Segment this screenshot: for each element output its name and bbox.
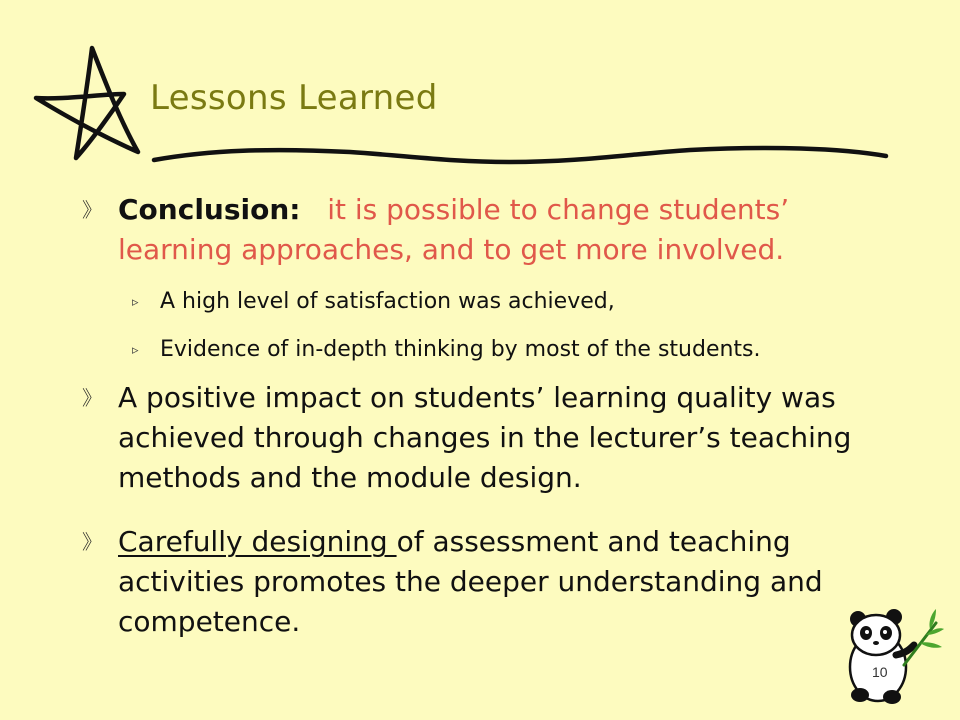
bullet-marker: 》 <box>82 198 102 222</box>
sub-bullet-text: A high level of satisfaction was achieved, <box>160 289 615 314</box>
bullet-underlined-text: Carefully designing <box>118 525 397 558</box>
panda-bamboo-icon <box>840 605 945 705</box>
bullet-marker: 》 <box>82 386 102 410</box>
bullet-marker: 》 <box>82 530 102 554</box>
bullet-careful-design <box>82 522 908 642</box>
sub-bullet-marker: ▹ <box>132 295 139 310</box>
title-underline-stroke <box>150 140 890 170</box>
bullet-text: A positive impact on students’ learning quality was achieved through changes in the lecturer’s teaching methods and the module design. <box>118 381 852 494</box>
slide-title: Lessons Learned <box>150 78 438 118</box>
bullet-positive-impact <box>82 378 908 498</box>
sub-bullet-marker: ▹ <box>132 343 139 358</box>
hand-drawn-star-icon <box>22 40 148 166</box>
sub-bullet-evidence <box>132 334 900 366</box>
bullet-text: of assessment and teaching activities promotes the deeper understanding and competence. <box>118 525 823 638</box>
bullet-text: it is possible to change students’ learning approaches, and to get more involved. <box>118 193 790 266</box>
sub-bullet-satisfaction <box>132 286 900 318</box>
page-number: 10 <box>872 664 888 680</box>
sub-bullet-text: Evidence of in-depth thinking by most of the students. <box>160 337 761 362</box>
bullet-lead: Conclusion: <box>118 193 301 226</box>
bullet-conclusion <box>82 190 908 270</box>
